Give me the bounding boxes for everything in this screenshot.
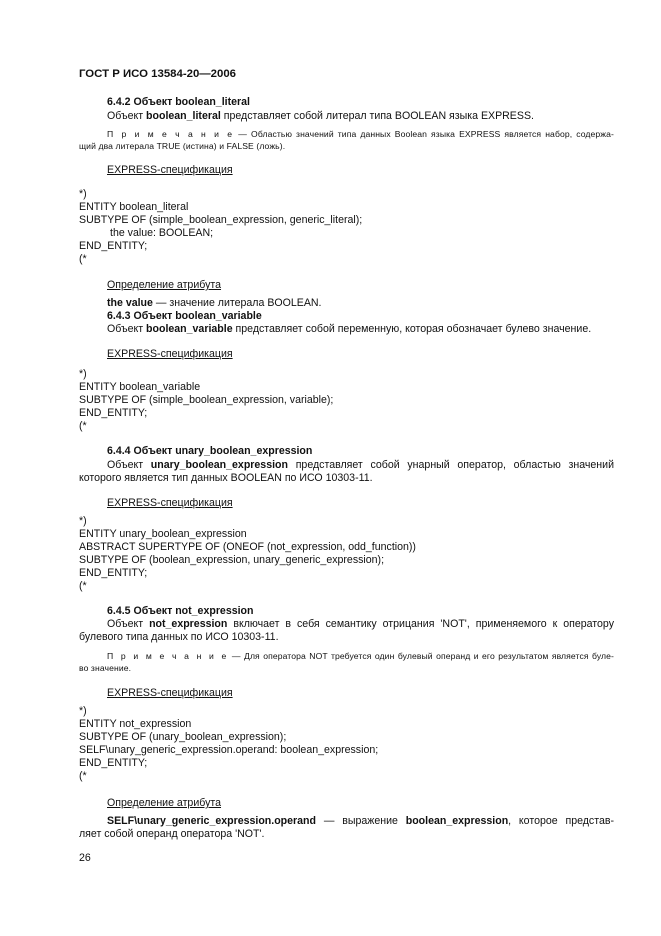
note-6-4-5-line1 [107, 650, 614, 663]
entity-name: not_expression [149, 618, 228, 630]
code-line: (* [79, 420, 87, 432]
code-line: END_ENTITY; [79, 240, 148, 252]
intro-text: представляет собой унарный оператор, областью значений [287, 459, 614, 471]
code-line: ENTITY boolean_variable [79, 381, 201, 393]
note-6-4-5-line2: во значение. [79, 663, 132, 673]
entity-name: boolean_variable [146, 323, 233, 335]
attr-label-6-4-2: Определение атрибута [107, 279, 222, 291]
code-line: END_ENTITY; [79, 757, 148, 769]
attr-text: — выражение [316, 815, 406, 827]
note-label: П р и м е ч а н и е [107, 129, 235, 139]
document-header: ГОСТ Р ИСО 13584-20—2006 [79, 68, 237, 80]
code-line: ENTITY unary_boolean_expression [79, 528, 247, 540]
intro-text: Объект [107, 110, 147, 122]
code-line: *) [79, 705, 87, 717]
attr-text: , которое представ- [508, 815, 614, 827]
note-text: — Для оператора NOT требуется один булевый операнд и его результатом является буле- [228, 651, 614, 661]
code-line: END_ENTITY; [79, 407, 148, 419]
code-line: *) [79, 368, 87, 380]
section-intro-6-4-5-line1 [107, 618, 614, 631]
attr-def-6-4-5-line1 [107, 815, 614, 828]
code-line: SUBTYPE OF (simple_boolean_expression, variable); [79, 394, 334, 406]
entity-name: unary_boolean_expression [150, 459, 288, 471]
section-intro-6-4-2 [107, 110, 534, 123]
intro-text: Объект [107, 459, 151, 471]
attr-name: SELF\unary_generic_expression.operand [107, 815, 317, 827]
section-intro-6-4-5-line2: булевого типа данных по ИСО 10303-11. [79, 631, 279, 643]
code-line: (* [79, 253, 87, 265]
section-intro-6-4-4-line1 [107, 459, 614, 472]
note-6-4-2-line2: щий два литерала TRUE (истина) и FALSE (ложь). [79, 141, 286, 151]
section-intro-6-4-3 [107, 323, 591, 336]
entity-name: boolean_expression [405, 815, 509, 827]
note-text: — Областью значений типа данных Boolean языка EXPRESS является набор, содержа- [234, 129, 614, 139]
intro-text: Объект [107, 618, 150, 630]
entity-name: boolean_literal [146, 110, 221, 122]
attr-def-6-4-5-line2: ляет собой операнд оператора 'NOT'. [79, 828, 265, 840]
code-line: SELF\unary_generic_expression.operand: boolean_expression; [79, 744, 379, 756]
section-heading-6-4-5: 6.4.5 Объект not_expression [107, 605, 254, 617]
code-line: *) [79, 188, 87, 200]
code-line: *) [79, 515, 87, 527]
page-number: 26 [79, 852, 91, 864]
code-line: (* [79, 580, 87, 592]
section-intro-6-4-4-line2: которого является тип данных BOOLEAN по ИСО 10303-11. [79, 472, 373, 484]
code-line: END_ENTITY; [79, 567, 148, 579]
section-heading-6-4-3: 6.4.3 Объект boolean_variable [107, 310, 262, 322]
code-line: (* [79, 770, 87, 782]
intro-text: представляет собой переменную, которая обозначает булево значение. [232, 323, 592, 335]
code-line: ENTITY not_expression [79, 718, 192, 730]
code-line: ABSTRACT SUPERTYPE OF (ONEOF (not_expression, odd_function)) [79, 541, 416, 553]
attr-def-6-4-2 [107, 297, 322, 310]
section-heading-6-4-4: 6.4.4 Объект unary_boolean_expression [107, 445, 313, 457]
intro-text: представляет собой литерал типа BOOLEAN языка EXPRESS. [220, 110, 534, 122]
code-line: the value: BOOLEAN; [110, 227, 214, 239]
spec-label-6-4-5: EXPRESS-спецификация [107, 687, 233, 699]
section-heading-6-4-2: 6.4.2 Объект boolean_literal [107, 96, 250, 108]
intro-text: Объект [107, 323, 147, 335]
spec-label-6-4-3: EXPRESS-спецификация [107, 348, 233, 360]
code-line: SUBTYPE OF (simple_boolean_expression, generic_literal); [79, 214, 363, 226]
spec-label-6-4-2: EXPRESS-спецификация [107, 164, 233, 176]
attr-label-6-4-5: Определение атрибута [107, 797, 222, 809]
attr-text: — значение литерала BOOLEAN. [152, 297, 322, 309]
attr-name: the value [107, 297, 153, 309]
intro-text: включает в себя семантику отрицания 'NOT', применяемого к оператору [227, 618, 614, 630]
note-label: П р и м е ч а н и е [107, 651, 229, 661]
spec-label-6-4-4: EXPRESS-спецификация [107, 497, 233, 509]
code-line: SUBTYPE OF (boolean_expression, unary_generic_expression); [79, 554, 385, 566]
code-line: SUBTYPE OF (unary_boolean_expression); [79, 731, 287, 743]
code-line: ENTITY boolean_literal [79, 201, 189, 213]
